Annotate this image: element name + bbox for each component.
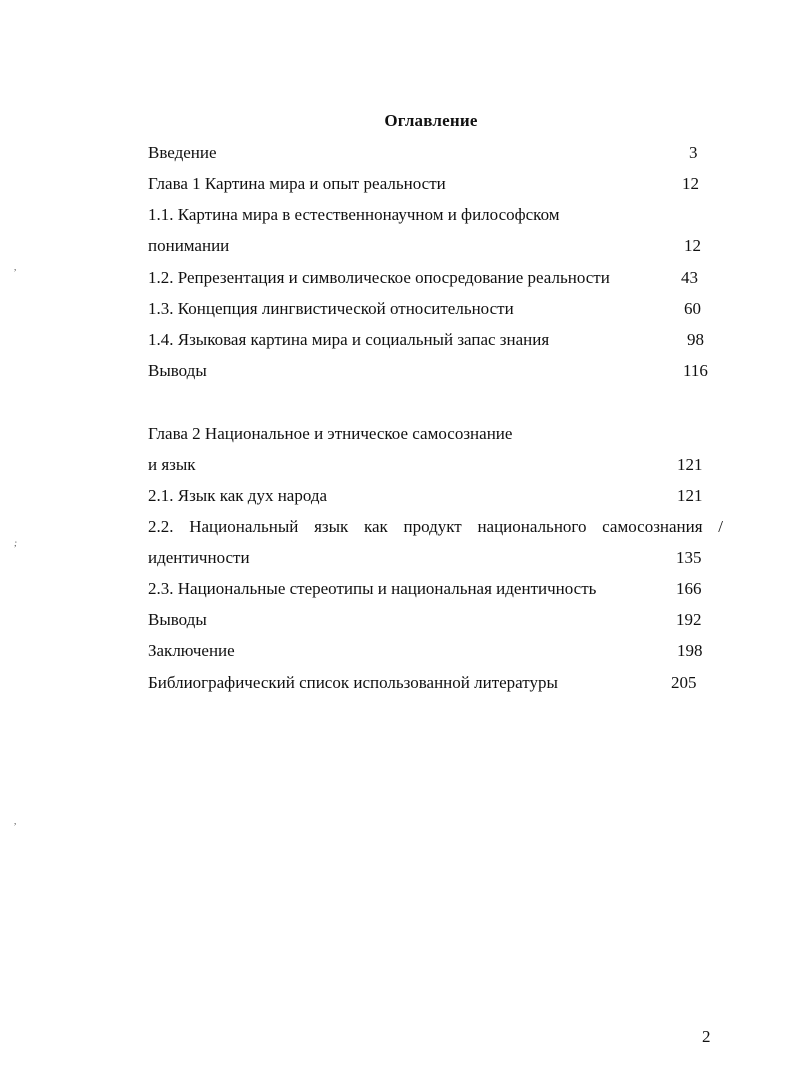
toc-page-number: 3 [689,143,698,162]
toc-page-number: 135 [676,548,702,567]
toc-entry-section-1-4: 1.4. Языковая картина мира и социальный запас знания [148,330,550,349]
toc-page-number: 116 [683,361,708,380]
page-number: 2 [702,1027,711,1046]
toc-page-number: 121 [677,486,703,505]
toc-page-number: 121 [677,455,703,474]
toc-title: Оглавление [384,111,478,130]
toc-entry-section-2-3: 2.3. Национальные стереотипы и национальная идентичность [148,579,597,598]
toc-entry-conclusions-2: Выводы [148,610,207,629]
toc-entry-chapter-2: Глава 2 Национальное и этническое самосознание [148,424,513,443]
toc-entry-chapter-2-cont: и язык [148,455,196,474]
toc-page-number: 98 [687,330,704,349]
toc-page-number: 205 [671,673,697,692]
toc-entry-bibliography: Библиографический список использованной литературы [148,673,558,692]
margin-mark: , [14,816,17,826]
toc-page-number: 60 [684,299,701,318]
toc-entry-section-1-1-cont: понимании [148,236,230,255]
toc-page-number: 12 [684,236,701,255]
margin-mark: ; [14,538,17,548]
toc-entry-conclusion: Заключение [148,641,235,660]
toc-page-number: 192 [676,610,702,629]
toc-entry-section-1-2: 1.2. Репрезентация и символическое опосредование реальности [148,268,610,287]
toc-entry-chapter-1: Глава 1 Картина мира и опыт реальности [148,174,446,193]
toc-page-number: 12 [682,174,699,193]
toc-entry-introduction: Введение [148,143,217,162]
toc-entry-section-2-1: 2.1. Язык как дух народа [148,486,328,505]
toc-page-number: 198 [677,641,703,660]
toc-entry-section-2-2-cont: идентичности [148,548,250,567]
toc-entry-section-1-3: 1.3. Концепция лингвистической относительности [148,299,514,318]
toc-page-number: 43 [681,268,698,287]
toc-entry-conclusions-1: Выводы [148,361,207,380]
toc-page-number: 166 [676,579,702,598]
toc-entry-section-2-2: 2.2. Национальный язык как продукт национального самосознания / [148,517,723,536]
toc-entry-section-1-1: 1.1. Картина мира в естественнонаучном и философском [148,205,560,224]
margin-mark: , [14,262,17,272]
